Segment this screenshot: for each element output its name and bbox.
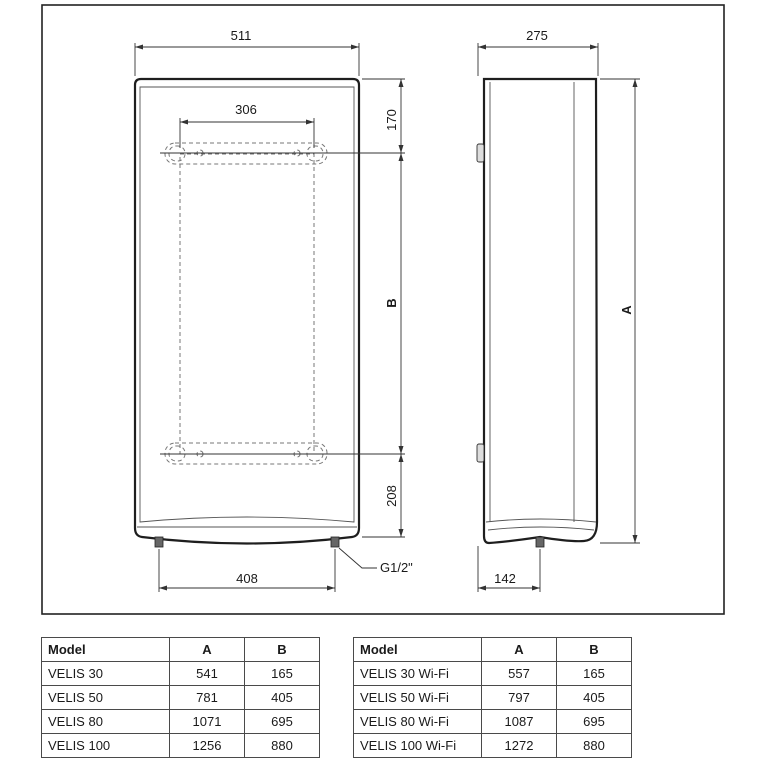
pipe-spacing-label: 408 xyxy=(236,571,258,586)
table-row xyxy=(42,686,320,710)
header-a: A xyxy=(482,638,557,662)
cell-b: 165 xyxy=(245,662,320,686)
side-pipe xyxy=(536,537,544,547)
cell-a: 1087 xyxy=(482,710,557,734)
cell-model: VELIS 30 xyxy=(42,662,170,686)
cell-model: VELIS 80 Wi-Fi xyxy=(354,710,482,734)
side-bottom-mount xyxy=(477,444,484,462)
table-row xyxy=(42,710,320,734)
header-b: B xyxy=(557,638,632,662)
front-view xyxy=(135,79,405,547)
front-body-outline xyxy=(135,79,359,544)
cell-a: 797 xyxy=(482,686,557,710)
side-view xyxy=(477,79,597,547)
cell-model: VELIS 50 Wi-Fi xyxy=(354,686,482,710)
width-side-label: 275 xyxy=(526,28,548,43)
header-model: Model xyxy=(354,638,482,662)
cell-model: VELIS 100 xyxy=(42,734,170,758)
bracket-vertical-label: B xyxy=(384,298,399,308)
cell-b: 405 xyxy=(245,686,320,710)
cell-model: VELIS 80 xyxy=(42,710,170,734)
table-row xyxy=(354,686,632,710)
cell-model: VELIS 50 xyxy=(42,686,170,710)
cell-model: VELIS 100 Wi-Fi xyxy=(354,734,482,758)
spec-table-standard xyxy=(41,637,320,758)
table-row xyxy=(354,662,632,686)
table-row xyxy=(42,662,320,686)
table-row xyxy=(42,734,320,758)
table-row xyxy=(354,734,632,758)
spec-table-wifi xyxy=(353,637,632,758)
cell-a: 781 xyxy=(170,686,245,710)
cell-b: 695 xyxy=(557,710,632,734)
cell-b: 695 xyxy=(245,710,320,734)
bracket-spacing-label: 306 xyxy=(235,102,257,117)
side-top-mount xyxy=(477,144,484,162)
header-model: Model xyxy=(42,638,170,662)
header-a: A xyxy=(170,638,245,662)
pipe-depth-label: 142 xyxy=(494,571,516,586)
cell-a: 557 xyxy=(482,662,557,686)
width-front-label: 511 xyxy=(230,28,252,43)
cell-b: 405 xyxy=(557,686,632,710)
cell-a: 1256 xyxy=(170,734,245,758)
cell-a: 1071 xyxy=(170,710,245,734)
connection-thread-label: G1/2" xyxy=(380,560,413,575)
table-header-row xyxy=(42,638,320,662)
cell-model: VELIS 30 Wi-Fi xyxy=(354,662,482,686)
cell-a: 541 xyxy=(170,662,245,686)
left-pipe xyxy=(155,537,163,547)
cell-b: 880 xyxy=(557,734,632,758)
table-header-row xyxy=(354,638,632,662)
cell-a: 1272 xyxy=(482,734,557,758)
cell-b: 880 xyxy=(245,734,320,758)
right-pipe xyxy=(331,537,339,547)
side-body-outline xyxy=(484,79,597,543)
total-height-label: A xyxy=(619,305,634,315)
table-row xyxy=(354,710,632,734)
cell-b: 165 xyxy=(557,662,632,686)
bottom-offset-label: 208 xyxy=(384,485,399,507)
header-b: B xyxy=(245,638,320,662)
top-offset-label: 170 xyxy=(384,109,399,131)
